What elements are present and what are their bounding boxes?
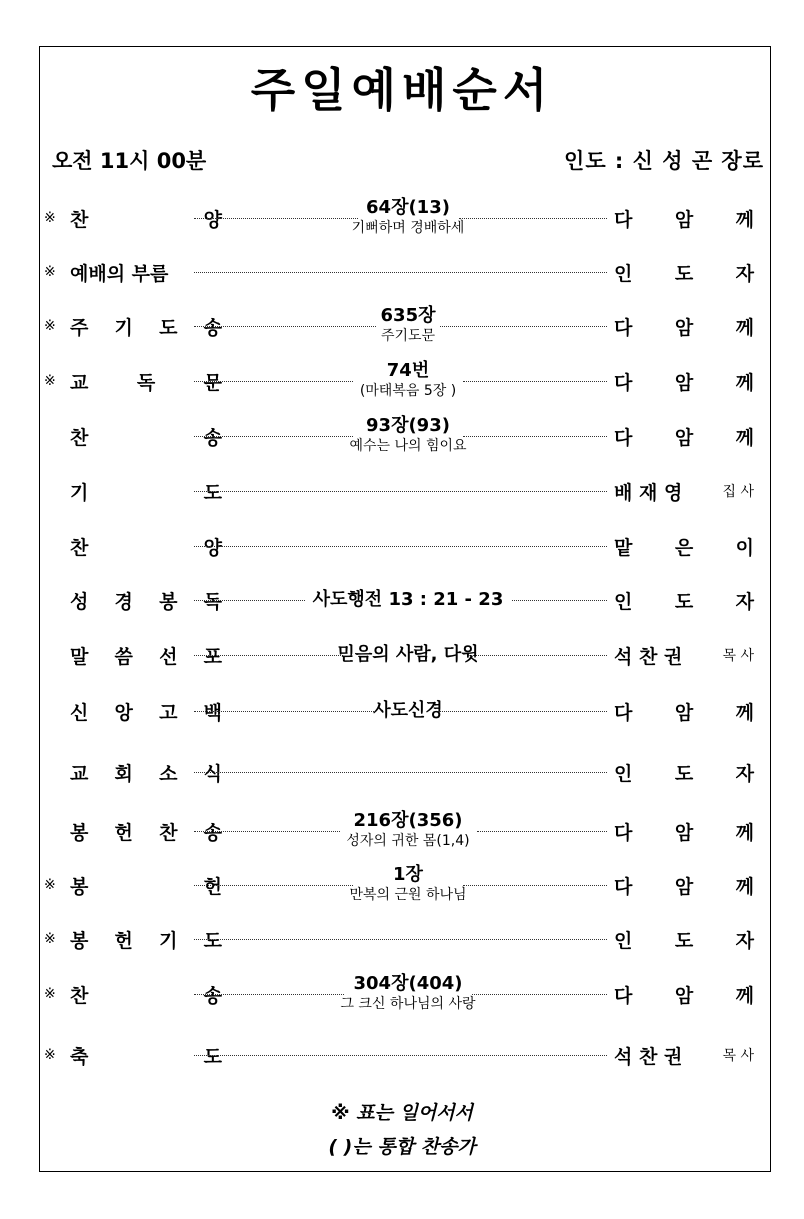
row-responsible-part: 자	[735, 762, 754, 785]
row-responsible-part: 인	[614, 590, 633, 613]
row-label-part: 씀	[114, 645, 133, 668]
row-label-part: 축	[70, 1045, 89, 1068]
leader-dots	[194, 1055, 607, 1056]
row-responsible-part: 집 사	[722, 484, 754, 500]
leader-dots	[194, 772, 607, 773]
standing-mark: ※	[44, 877, 56, 893]
row-item-main: 사도신경	[373, 700, 443, 721]
row-label-part: 송	[203, 984, 222, 1007]
footer-note-hymnal: ( )는 통합 찬송가	[328, 1136, 476, 1158]
row-responsible-part: 다	[614, 371, 633, 394]
service-row	[44, 969, 764, 1019]
service-row	[44, 686, 764, 736]
row-label-part: 송	[203, 316, 222, 339]
row-responsible	[614, 969, 754, 1019]
row-label-part: 식	[203, 762, 222, 785]
row-item-sub: 그 크신 하나님의 사랑	[340, 996, 476, 1012]
row-responsible-part: 목 사	[722, 1048, 754, 1064]
row-responsible-part: 께	[735, 371, 754, 394]
row-item-main: 믿음의 사람, 다윗	[337, 644, 479, 665]
row-responsible-part: 도	[674, 929, 694, 952]
row-label-part: 문	[203, 371, 222, 394]
row-item-sub: 성자의 귀한 몸(1,4)	[346, 833, 470, 849]
row-item-sub: 주기도문	[380, 328, 436, 344]
row-responsible-part: 께	[735, 821, 754, 844]
row-label-part: 봉	[159, 590, 178, 613]
standing-mark: ※	[44, 318, 56, 334]
row-responsible-part: 인	[614, 262, 633, 285]
row-item-main: 216장(356)	[353, 810, 463, 831]
leader-dots	[194, 272, 607, 273]
service-row	[44, 247, 764, 297]
row-item	[248, 630, 568, 680]
row-responsible-part: 암	[674, 371, 694, 394]
row-label-part: 찬	[70, 984, 89, 1007]
row-responsible	[614, 686, 754, 736]
row-responsible	[614, 193, 754, 243]
row-responsible-part: 암	[674, 875, 694, 898]
leader-dots	[194, 939, 607, 940]
row-label-part: 찬	[70, 208, 89, 231]
row-item	[248, 806, 568, 856]
row-responsible-part: 도	[674, 590, 694, 613]
row-label-part: 찬	[70, 536, 89, 559]
row-label-part: 회	[114, 762, 133, 785]
row-item	[248, 969, 568, 1019]
row-responsible	[614, 1030, 754, 1080]
row-label-part: 경	[114, 590, 133, 613]
row-label-part: 송	[203, 821, 222, 844]
row-responsible-part: 다	[614, 821, 633, 844]
row-label-part: 송	[203, 426, 222, 449]
row-responsible-part: 암	[674, 701, 694, 724]
row-responsible-part: 께	[735, 701, 754, 724]
row-item	[248, 686, 568, 736]
row-responsible	[614, 521, 754, 571]
row-responsible-part: 암	[674, 821, 694, 844]
row-item	[248, 411, 568, 461]
row-item-main: 93장(93)	[366, 415, 450, 436]
service-row	[44, 193, 764, 243]
row-responsible-part: 다	[614, 316, 633, 339]
row-label-part: 기	[114, 316, 133, 339]
row-responsible-part: 께	[735, 316, 754, 339]
row-responsible-part: 석 찬 권	[614, 645, 683, 668]
standing-mark: ※	[44, 210, 56, 226]
row-label-part: 앙	[114, 701, 133, 724]
row-item	[248, 356, 568, 406]
row-responsible-part: 암	[674, 208, 694, 231]
row-responsible-part: 다	[614, 875, 633, 898]
service-row	[44, 411, 764, 461]
row-label-part: 성	[70, 590, 89, 613]
row-label-part: 봉	[70, 875, 89, 898]
row-label-part: 도	[203, 481, 222, 504]
row-item	[248, 860, 568, 910]
row-responsible	[614, 466, 754, 516]
leader-dots	[194, 546, 607, 547]
row-label-part: 양	[203, 536, 222, 559]
service-row	[44, 301, 764, 351]
row-item-main: 1장	[393, 864, 423, 885]
row-label-part: 찬	[70, 426, 89, 449]
row-responsible-part: 자	[735, 590, 754, 613]
row-responsible-part: 인	[614, 929, 633, 952]
row-item-sub: (마태복음 5장 )	[359, 383, 457, 399]
row-responsible-part: 께	[735, 875, 754, 898]
row-item-sub: 만복의 근원 하나님	[349, 887, 467, 903]
footer-note-standing: ※ 표는 일어서서	[331, 1102, 473, 1124]
standing-mark: ※	[44, 931, 56, 947]
row-label-part: 포	[203, 645, 222, 668]
row-label-part: 양	[203, 208, 222, 231]
row-responsible-part: 께	[735, 426, 754, 449]
row-responsible	[614, 356, 754, 406]
row-label-part: 교	[70, 762, 89, 785]
row-responsible-part: 다	[614, 208, 633, 231]
service-leader: 인도 : 신 성 곤 장로	[564, 149, 764, 173]
service-row	[44, 521, 764, 571]
row-responsible-part: 석 찬 권	[614, 1045, 683, 1068]
service-row	[44, 914, 764, 964]
row-label-part: 봉	[70, 929, 89, 952]
row-label-part: 주	[70, 316, 89, 339]
row-label-part: 신	[70, 701, 89, 724]
row-responsible-part: 인	[614, 762, 633, 785]
row-responsible-part: 배 재 영	[614, 481, 683, 504]
row-item-sub: 기뻐하며 경배하세	[351, 220, 465, 236]
row-responsible-part: 목 사	[722, 648, 754, 664]
leader-dots	[194, 491, 607, 492]
row-responsible	[614, 630, 754, 680]
row-label-part: 선	[159, 645, 178, 668]
row-responsible	[614, 247, 754, 297]
row-label-part: 교	[70, 371, 89, 394]
row-responsible-part: 암	[674, 316, 694, 339]
row-responsible-part: 께	[735, 984, 754, 1007]
row-label-part: 도	[159, 316, 178, 339]
row-item-main: 64장(13)	[366, 197, 450, 218]
row-item-main: 사도행전 13 : 21 - 23	[312, 589, 504, 610]
row-label-part: 말	[70, 645, 89, 668]
row-responsible-part: 암	[674, 984, 694, 1007]
row-item	[248, 193, 568, 243]
row-label-part: 소	[159, 762, 178, 785]
row-label-part: 헌	[114, 929, 133, 952]
row-responsible-part: 이	[735, 536, 754, 559]
row-label-part: 독	[203, 590, 222, 613]
service-time: 오전 11시 00분	[52, 149, 207, 173]
row-responsible-part: 은	[674, 536, 694, 559]
row-responsible	[614, 860, 754, 910]
standing-mark: ※	[44, 264, 56, 280]
service-row	[44, 747, 764, 797]
row-responsible-part: 암	[674, 426, 694, 449]
service-row	[44, 806, 764, 856]
service-row	[44, 356, 764, 406]
row-responsible-part: 다	[614, 701, 633, 724]
row-responsible-part: 자	[735, 262, 754, 285]
row-responsible	[614, 301, 754, 351]
service-row	[44, 860, 764, 910]
row-responsible-part: 맡	[614, 536, 633, 559]
standing-mark: ※	[44, 1047, 56, 1063]
row-responsible	[614, 806, 754, 856]
row-item	[248, 575, 568, 625]
row-responsible-part: 자	[735, 929, 754, 952]
row-label-part: 기	[70, 481, 89, 504]
row-item	[248, 301, 568, 351]
row-label-part: 예배의 부름	[70, 262, 169, 285]
standing-mark: ※	[44, 373, 56, 389]
row-responsible-part: 도	[674, 262, 694, 285]
row-responsible-part: 다	[614, 984, 633, 1007]
row-label-part: 헌	[114, 821, 133, 844]
row-label-part: 고	[159, 701, 178, 724]
row-item-main: 74번	[386, 360, 430, 381]
service-row	[44, 1030, 764, 1080]
standing-mark: ※	[44, 986, 56, 1002]
row-item-sub: 예수는 나의 힘이요	[349, 438, 467, 454]
row-label-part: 도	[203, 929, 222, 952]
row-responsible-part: 다	[614, 426, 633, 449]
row-label-part: 도	[203, 1045, 222, 1068]
row-label-part: 봉	[70, 821, 89, 844]
row-responsible-part: 도	[674, 762, 694, 785]
row-label-part: 찬	[159, 821, 178, 844]
row-responsible-part: 께	[735, 208, 754, 231]
page-title: 주일예배순서	[250, 63, 554, 117]
row-responsible	[614, 914, 754, 964]
row-label-part: 헌	[203, 875, 222, 898]
service-row	[44, 466, 764, 516]
row-item-main: 635장	[380, 305, 436, 326]
row-label-part: 기	[159, 929, 178, 952]
row-label-part: 백	[203, 701, 222, 724]
service-row	[44, 575, 764, 625]
row-item-main: 304장(404)	[353, 973, 463, 994]
row-responsible	[614, 747, 754, 797]
row-responsible	[614, 411, 754, 461]
service-row	[44, 630, 764, 680]
row-label-part: 독	[136, 371, 156, 394]
row-responsible	[614, 575, 754, 625]
